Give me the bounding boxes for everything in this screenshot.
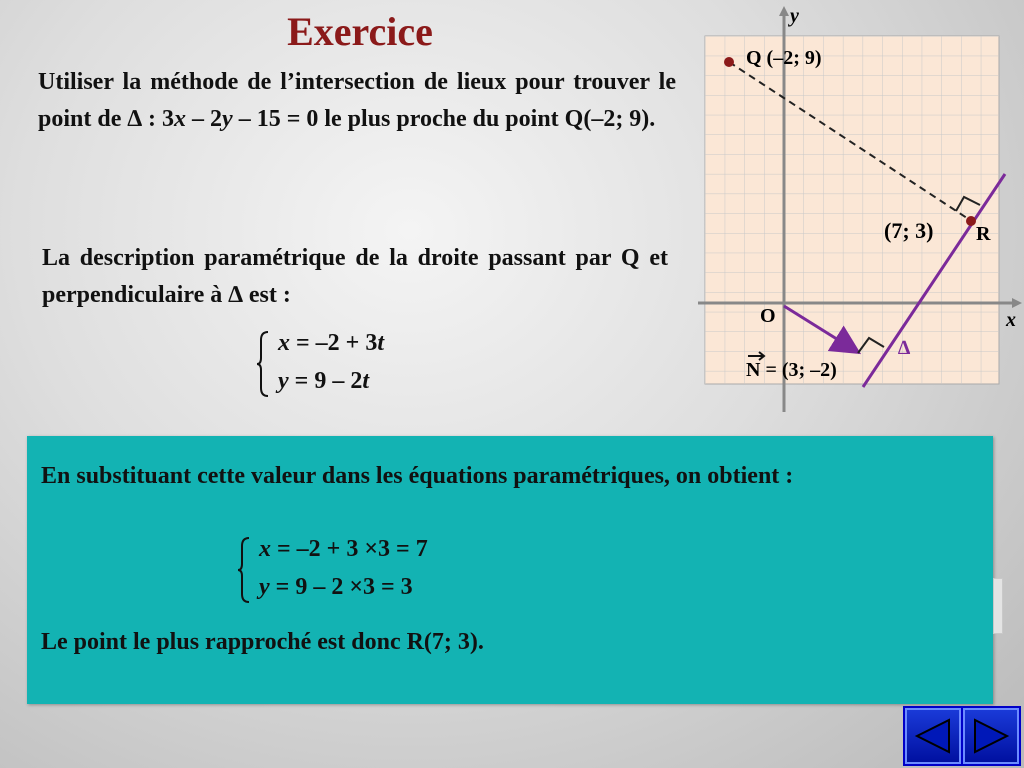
next-slide-button[interactable]: [963, 708, 1019, 764]
point-q-label: Q (–2; 9): [746, 47, 822, 69]
right-triangle-icon: [971, 716, 1011, 756]
decorative-tab: [993, 578, 1003, 634]
y-axis-arrow-icon: [779, 6, 789, 16]
delta-label: ∆: [898, 337, 911, 359]
x-axis-arrow-icon: [1012, 298, 1022, 308]
slide-navigation: [903, 706, 1021, 766]
point-q: [724, 57, 734, 67]
brace-icon: [256, 330, 270, 398]
param-y-equation: y = 9 – 2t: [278, 368, 370, 394]
normal-vector-label: N = (3; –2): [746, 359, 837, 381]
point-r-label: R: [976, 223, 991, 245]
exercise-statement: Utiliser la méthode de l’intersection de lieux pour trouver le point de ∆ : 3x – 2y – 15 = 0 le plus proche du point Q(–2; 9).: [38, 69, 676, 132]
slide-title: Exercice: [287, 9, 433, 54]
parametric-description-text: La description paramétrique de la droite passant par Q et perpendiculaire à ∆ est :: [42, 245, 668, 308]
coordinate-graph: [698, 4, 1022, 416]
param-x-equation: x = –2 + 3t: [278, 330, 385, 356]
origin-label: O: [760, 305, 776, 327]
solution-box: [27, 436, 993, 704]
conclusion-text: Le point le plus rapproché est donc R(7; 3).: [41, 629, 484, 655]
previous-slide-button[interactable]: [905, 708, 961, 764]
substitution-text: En substituant cette valeur dans les équations paramétriques, on obtient :: [41, 463, 794, 489]
solution-y-equation: y = 9 – 2 ×3 = 3: [259, 574, 413, 600]
point-r: [966, 216, 976, 226]
solution-x-equation: x = –2 + 3 ×3 = 7: [259, 536, 428, 562]
left-triangle-icon: [913, 716, 953, 756]
point-r-coords: (7; 3): [884, 218, 934, 243]
x-axis-label: x: [1006, 309, 1016, 331]
y-axis-label: y: [790, 5, 799, 27]
brace-icon: [237, 536, 251, 604]
